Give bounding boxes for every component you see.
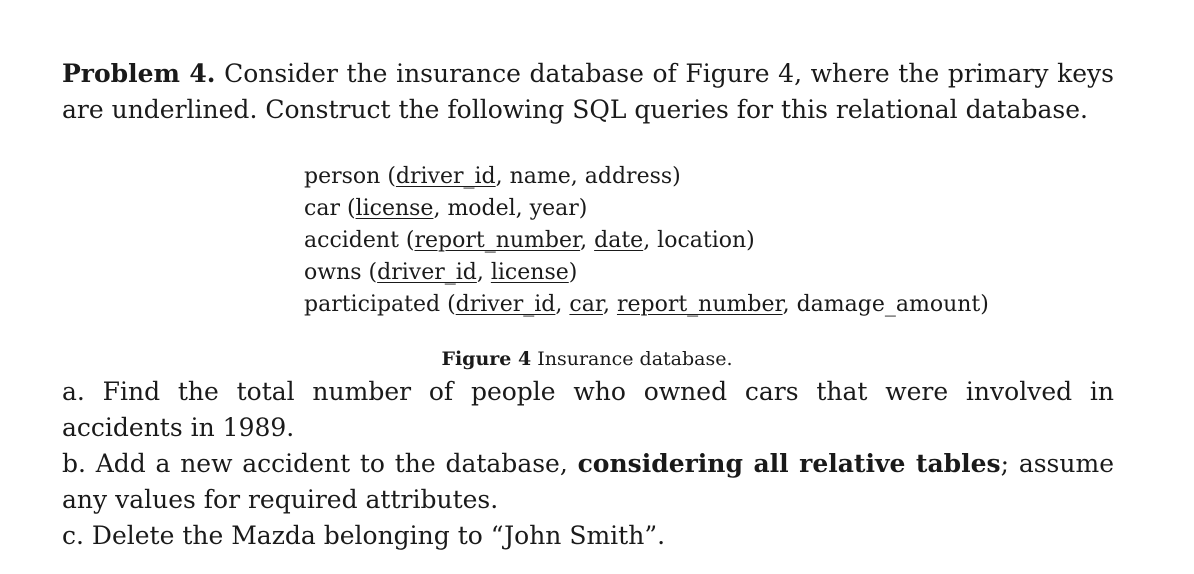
separator: , (555, 292, 570, 317)
figure-caption-text: Insurance database. (531, 348, 733, 370)
relation-name: participated (304, 292, 441, 317)
relation-name: person (304, 164, 381, 189)
schema-row-owns (304, 257, 989, 289)
question-list (62, 374, 1114, 554)
primary-key: driver_id (377, 260, 477, 285)
primary-key: license (355, 196, 434, 221)
attributes: , damage_amount) (782, 292, 989, 317)
question-b-text-end: ; assume any values for required attributes. (62, 449, 1114, 514)
separator: , (602, 292, 617, 317)
paren-open: ( (380, 164, 396, 189)
paren-open: ( (361, 260, 378, 285)
question-a: a. Find the total number of people who owned cars that were involved in accidents in 1989. (62, 377, 1114, 442)
separator: , (580, 228, 595, 253)
relation-name: car (304, 196, 340, 221)
primary-key: report_number (616, 292, 783, 317)
schema-row-car (304, 193, 989, 225)
question-b-text: b. Add a new accident to the database, (62, 449, 578, 478)
paren-open: ( (440, 292, 456, 317)
figure-caption (0, 346, 1174, 372)
relation-name: accident (304, 228, 399, 253)
schema-row-accident (304, 225, 989, 257)
primary-key: driver_id (455, 292, 556, 317)
schema-row-person (304, 161, 989, 193)
attributes: , name, address) (495, 164, 681, 189)
problem-label: Problem 4. (62, 59, 216, 88)
primary-key: date (594, 228, 644, 253)
problem-statement (62, 56, 1114, 128)
paren-open: ( (398, 228, 415, 253)
question-c: c. Delete the Mazda belonging to “John Smith”. (62, 521, 666, 550)
primary-key: license (490, 260, 569, 285)
separator: , (476, 260, 491, 285)
schema-row-participated (304, 289, 989, 321)
paren-open: ( (339, 196, 356, 221)
question-b (62, 446, 1114, 518)
attributes: ) (568, 260, 578, 285)
question-b-emphasis: considering all relative tables (577, 449, 1001, 478)
problem-text: Consider the insurance database of Figure 4, where the primary keys are underlined. Construct the following SQL queries for this relational database. (62, 59, 1114, 124)
attributes: , location) (643, 228, 755, 253)
primary-key: car (569, 292, 603, 317)
attributes: , model, year) (433, 196, 588, 221)
schema-list (304, 161, 989, 321)
figure-label: Figure 4 (441, 348, 532, 370)
primary-key: driver_id (395, 164, 496, 189)
relation-name: owns (304, 260, 362, 285)
primary-key: report_number (414, 228, 581, 253)
